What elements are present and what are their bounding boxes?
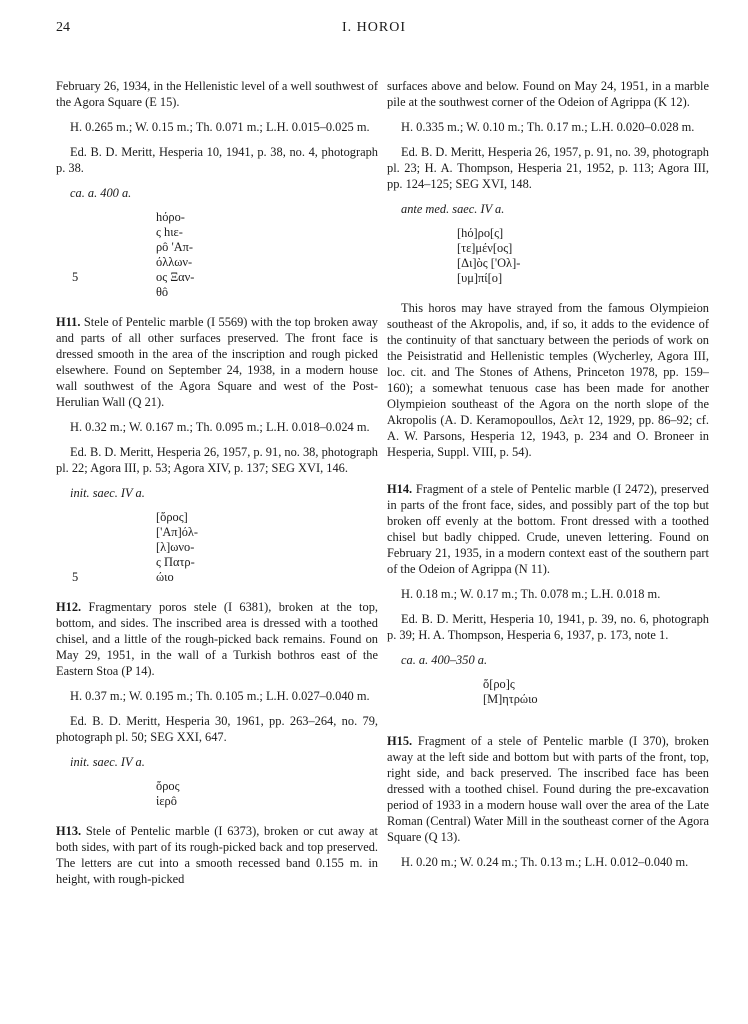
inscription-line: ὅ[ρο]ς	[483, 677, 515, 691]
entry-date: init. saec. IV a.	[70, 755, 145, 769]
entry-date: ca. a. 400–350 a.	[401, 653, 488, 667]
running-title: I. HOROI	[342, 20, 406, 35]
entry-h11: H11. Stele of Pentelic marble (I 5569) with the top broken away and parts of all other surfaces preserved. The front face is dressed smooth in the area of the inscription and rough picked elsewhere. Found on September 24, 1938, in a modern house wall southwest of the Agora Square and west of the Post-Herulian Wall (Q 21).	[56, 315, 378, 409]
entry-id: H11.	[56, 315, 81, 329]
inscription-line: hόρο-	[156, 210, 185, 224]
inscription-line: ὅρος	[156, 779, 180, 793]
inscription-line: όλλων-	[156, 255, 193, 269]
inscription-line: [τε]μέν[ος]	[457, 241, 513, 255]
inscription-line: θô	[156, 285, 169, 299]
inscription-line: [ὅρος]	[156, 510, 188, 524]
entry-bibliography: Ed. B. D. Meritt, Hesperia 26, 1957, p. 91, no. 38, photograph pl. 22; Agora III, p. 53; Agora XIV, p. 137; SEG XVI, 146.	[56, 445, 379, 475]
page-number: 24	[56, 20, 70, 35]
inscription-text	[56, 210, 378, 300]
entry-dimensions: H. 0.32 m.; W. 0.167 m.; Th. 0.095 m.; L.H. 0.018–0.024 m.	[70, 420, 370, 434]
entry-dimensions: H. 0.37 m.; W. 0.195 m.; Th. 0.105 m.; L.H. 0.027–0.040 m.	[70, 689, 370, 703]
inscription-line: [hό]ρο[ς]	[457, 226, 504, 240]
inscription-text	[387, 226, 709, 286]
entry-dimensions: H. 0.335 m.; W. 0.10 m.; Th. 0.17 m.; L.H. 0.020–0.028 m.	[401, 120, 695, 134]
left-column	[56, 78, 378, 896]
inscription-line: ἱερô	[156, 794, 177, 808]
entry-date: ante med. saec. IV a.	[401, 202, 505, 216]
entry-bibliography: Ed. B. D. Meritt, Hesperia 10, 1941, p. 38, no. 4, photograph p. 38.	[56, 145, 378, 175]
entry-h12: H12. Fragmentary poros stele (I 6381), broken at the top, bottom, and sides. The inscribed area is dressed with a toothed chisel, and a little of the rough-picked back remains. Found on May 29, 1951, in the wall of a Turkish bothros east of the Eastern Stoa (P 14).	[56, 600, 378, 678]
inscription-line: [λ]ωνο-	[156, 540, 195, 554]
inscription-line: [Μ]ητρώιο	[483, 692, 538, 706]
entry-dimensions: H. 0.20 m.; W. 0.24 m.; Th. 0.13 m.; L.H. 0.012–0.040 m.	[401, 855, 689, 869]
line-number: 5	[72, 570, 79, 584]
inscription-text	[387, 677, 709, 707]
entry-h15: H15. Fragment of a stele of Pentelic marble (I 370), broken away at the left side and bottom but with parts of the front, top, right side, and back preserved. The inscribed face has been dressed with a toothed chisel. Found during the pre-excavation period of 1933 in a modern house wall over the area of the Late Roman (Central) Water Mill in the southeast corner of the Agora Square (Q 13).	[387, 734, 709, 844]
page-header	[0, 20, 748, 50]
entry-text: surfaces above and below. Found on May 24, 1951, in a marble pile at the southwest corner of the Odeion of Agrippa (K 12).	[387, 79, 709, 109]
entry-text: February 26, 1934, in the Hellenistic level of a well southwest of the Agora Square (E 15).	[56, 79, 378, 109]
entry-h13: H13. Stele of Pentelic marble (I 6373), broken or cut away at both sides, with part of its rough-picked back and top preserved. The letters are cut into a smooth recessed band 0.155 m. in height, with rough-picked	[56, 824, 378, 886]
entry-dimensions: H. 0.18 m.; W. 0.17 m.; Th. 0.078 m.; L.H. 0.018 m.	[401, 587, 661, 601]
entry-id: H14.	[387, 482, 413, 496]
entry-date: ca. a. 400 a.	[70, 186, 132, 200]
entry-date: init. saec. IV a.	[70, 486, 145, 500]
entry-bibliography: Ed. B. D. Meritt, Hesperia 26, 1957, p. 91, no. 39, photograph pl. 23; H. A. Thompson, Hesperia 21, 1952, p. 113; Agora III, pp. 124–125; SEG XVI, 148.	[387, 145, 710, 191]
inscription-line: 5 ώιο	[72, 570, 174, 584]
inscription-line: [υμ]πί[ο]	[457, 271, 503, 285]
entry-h14: H14. Fragment of a stele of Pentelic marble (I 2472), preserved in parts of the front face, sides, and possibly part of the top but broken off evenly at the bottom. Front dressed with a toothed chisel but badly chipped. Crude, uneven lettering. Found on February 21, 1935, in a modern context east of the southern part of the Odeion of Agrippa (N 11).	[387, 482, 709, 576]
inscription-line: ς Πατρ-	[156, 555, 195, 569]
inscription-line: [Δι]ὸς ['Ολ]-	[457, 256, 521, 270]
inscription-line: ρô 'Απ-	[156, 240, 194, 254]
inscription-line: 5 ος Ξαν-	[72, 270, 195, 284]
entry-id: H12.	[56, 600, 82, 614]
inscription-line: ['Απ]όλ-	[156, 525, 199, 539]
inscription-text	[56, 510, 378, 585]
inscription-line: ς hιε-	[156, 225, 183, 239]
entry-dimensions: H. 0.265 m.; W. 0.15 m.; Th. 0.071 m.; L.H. 0.015–0.025 m.	[70, 120, 370, 134]
right-column	[387, 78, 709, 879]
line-number: 5	[72, 270, 79, 284]
entry-bibliography: Ed. B. D. Meritt, Hesperia 10, 1941, p. 39, no. 6, photograph p. 39; H. A. Thompson, Hesperia 6, 1937, p. 173, note 1.	[387, 612, 709, 642]
commentary: This horos may have strayed from the famous Olympieion southeast of the Akropolis, and, if so, it adds to the evidence of the continuity of that sanctuary between the periods of work on the Peisistratid and Hellenistic temples (Wycherley, Agora III, loc. cit. and The Stones of Athens, Princeton 1978, pp. 159–160); a somewhat tenuous case has been made for another Olympieion southeast of the Agora on the north slope of the Akropolis (A. D. Keramopoullos, Δελτ 12, 1929, pp. 86–92; cf. A. W. Parsons, Hesperia 12, 1943, p. 234 and O. Broneer in Hesperia, Suppl. VIII, p. 54).	[387, 301, 709, 459]
entry-id: H15.	[387, 734, 413, 748]
entry-id: H13.	[56, 824, 82, 838]
entry-bibliography: Ed. B. D. Meritt, Hesperia 30, 1961, pp. 263–264, no. 79, photograph pl. 50; SEG XXI, 647.	[56, 714, 378, 744]
inscription-text	[56, 779, 378, 809]
